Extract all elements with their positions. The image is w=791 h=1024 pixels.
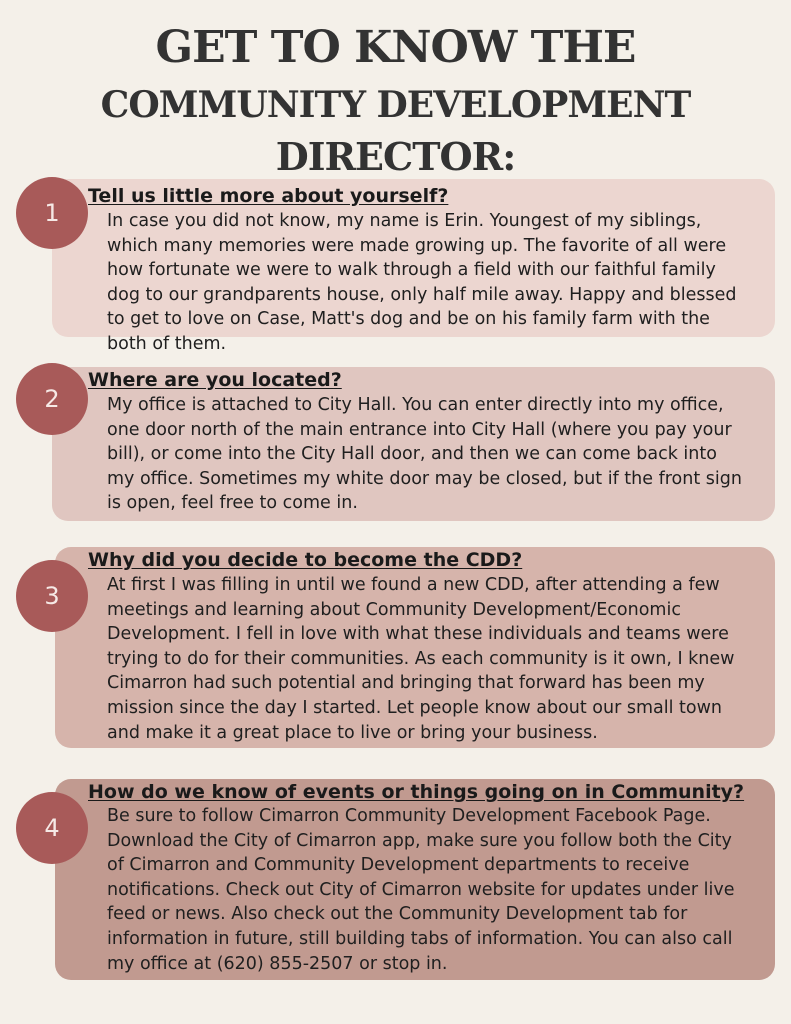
section-number-badge-2: 2: [16, 363, 88, 435]
section-question-2: Where are you located?: [88, 369, 342, 391]
section-answer-4: Be sure to follow Cimarron Community Development Facebook Page. Download the City of Cimarron app, make sure you follow both the City of Cimarron and Community Development departments to receive notifications. Check out City of Cimarron website for updates under live feed or news. Also check out the Community Development tab for information in future, still building tabs of information. You can also call my office at (620) 855-2507 or stop in.: [107, 806, 735, 974]
page-title-line-2: COMMUNITY DEVELOPMENT: [100, 84, 691, 126]
section-answer-3: At first I was filling in until we found a new CDD, after attending a few meetings and learning about Community Development/Economic Development. I fell in love with what these individuals and teams were trying to do for their communities. As each community is it own, I knew Cimarron had such potential and bringing that forward has been my mission since the day I started. Let people know about our small town and make it a great place to live or bring your business.: [107, 575, 735, 743]
section-answer-1: In case you did not know, my name is Erin. Youngest of my siblings, which many memories were made growing up. The favorite of all were how fortunate we were to walk through a field with our faithful family dog to our grandparents house, only half mile away. Happy and blessed to get to love on Case, Matt's dog and be on his family farm with the both of them.: [107, 211, 737, 354]
page-title-line-3: DIRECTOR:: [275, 134, 516, 179]
page-title-line-1: GET TO KNOW THE: [155, 22, 636, 73]
section-number-badge-4: 4: [16, 792, 88, 864]
section-number-badge-3: 3: [16, 560, 88, 632]
section-question-3: Why did you decide to become the CDD?: [88, 549, 523, 571]
section-answer-2: My office is attached to City Hall. You can enter directly into my office, one door north of the main entrance into City Hall (where you pay your bill), or come into the City Hall door, and then we can come back into my office. Sometimes my white door may be closed, but if the front sign is open, feel free to come in.: [107, 395, 742, 514]
section-question-1: Tell us little more about yourself?: [88, 185, 449, 207]
section-number-badge-1: 1: [16, 177, 88, 249]
section-question-4: How do we know of events or things going on in Community?: [88, 781, 745, 803]
